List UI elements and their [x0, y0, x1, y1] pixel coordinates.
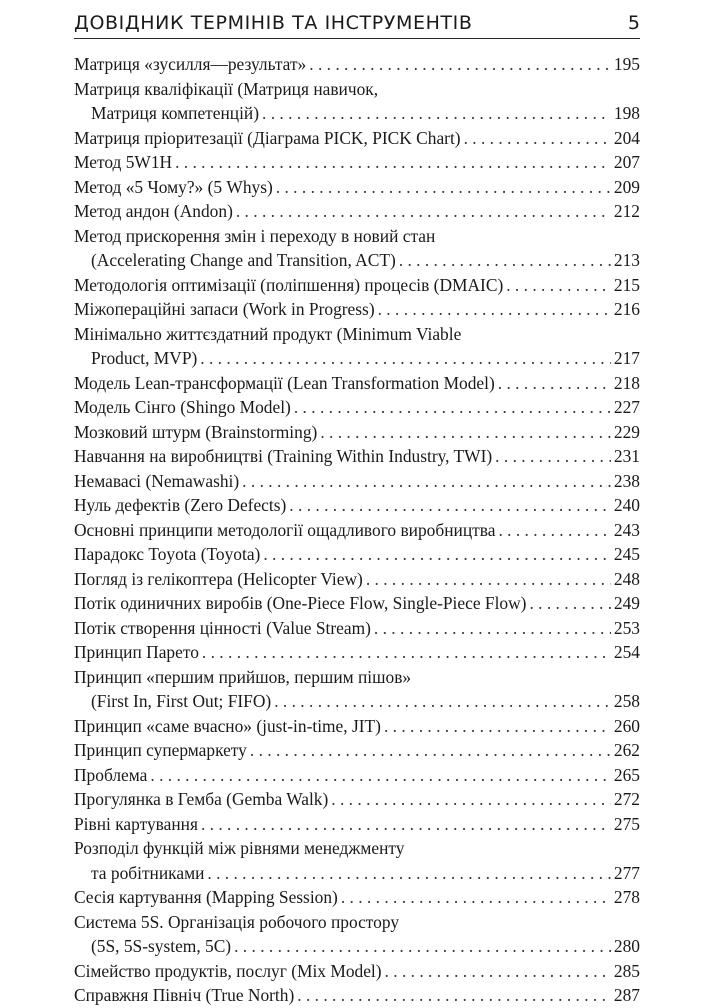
dot-leader [378, 297, 611, 322]
toc-entry-page-number: 217 [613, 348, 640, 368]
toc-entry-page-number: 238 [613, 470, 640, 491]
toc-entry-title: Мозковий штурм (Brainstorming) [74, 421, 318, 442]
toc-entry-continuation-line [74, 934, 640, 959]
toc-entry [74, 812, 640, 837]
toc-entry-line [74, 297, 640, 322]
toc-entry-line [74, 175, 640, 200]
toc-entry-page-number: 278 [613, 887, 640, 907]
toc-entry-line [74, 763, 640, 788]
toc-entry-line [74, 224, 640, 249]
table-of-contents [74, 52, 640, 1008]
toc-entry-title: Розподіл функцій між рівнями менеджменту [74, 838, 405, 858]
toc-entry-title: Принцип «саме вчасно» (just-in-time, JIT) [74, 715, 381, 736]
toc-entry-page-number: 204 [613, 127, 640, 148]
toc-entry-line [74, 126, 640, 151]
toc-entry-page-number: 260 [613, 715, 640, 736]
toc-entry-title: Матриця пріоритезації (Діаграма PICK, PICK Chart) [74, 127, 461, 148]
dot-leader [234, 934, 611, 959]
toc-entry-page-number: 245 [613, 544, 640, 564]
toc-entry-title: Матриця кваліфікації (Матриця навичок, [74, 78, 379, 99]
toc-entry-title: та робітниками [91, 862, 205, 883]
toc-entry-page-number: 262 [613, 740, 640, 760]
toc-entry [74, 395, 640, 420]
toc-entry [74, 493, 640, 518]
toc-entry-line [74, 787, 640, 812]
toc-entry-page-number: 248 [613, 568, 640, 589]
toc-entry-continuation-line [74, 689, 640, 714]
toc-entry-title: Метод андон (Andon) [74, 201, 233, 221]
page-number: 5 [627, 12, 640, 34]
toc-entry-line [74, 983, 640, 1008]
toc-entry-line [74, 836, 640, 861]
dot-leader [276, 175, 611, 200]
toc-entry-title: (5S, 5S-system, 5C) [91, 936, 232, 956]
toc-entry-title: Матриця «зусилля—результат» [74, 54, 307, 74]
toc-entry-line [74, 567, 640, 592]
dot-leader [202, 640, 611, 665]
toc-entry-title: Навчання на виробництві (Training Within Industry, TWI) [74, 446, 493, 466]
toc-entry-line [74, 199, 640, 224]
toc-entry [74, 665, 640, 714]
toc-entry-page-number: 280 [613, 936, 640, 956]
toc-entry-page-number: 231 [613, 446, 640, 466]
toc-entry-title: Основні принципи методології ощадливого виробництва [74, 519, 496, 540]
toc-entry [74, 885, 640, 910]
toc-entry [74, 52, 640, 77]
toc-entry-page-number: 213 [613, 250, 640, 270]
toc-entry-line [74, 518, 640, 543]
toc-entry-line [74, 542, 640, 567]
toc-entry-line [74, 714, 640, 739]
toc-entry-title: (Accelerating Change and Transition, ACT) [91, 250, 396, 270]
toc-entry-title: Рівні картування [74, 813, 198, 834]
dot-leader [498, 371, 611, 396]
toc-entry-line [74, 885, 640, 910]
dot-leader [309, 52, 611, 77]
toc-entry-title: Мінімально життєздатний продукт (Minimum Viable [74, 323, 462, 344]
toc-entry-line [74, 52, 640, 77]
toc-entry [74, 150, 640, 175]
toc-entry-line [74, 395, 640, 420]
toc-entry-line [74, 420, 640, 445]
toc-entry [74, 787, 640, 812]
toc-entry-title: Міжопераційні запаси (Work in Progress) [74, 299, 375, 319]
toc-entry [74, 77, 640, 126]
toc-entry [74, 959, 640, 984]
toc-entry-line [74, 469, 640, 494]
toc-entry-page-number: 277 [613, 862, 640, 883]
toc-entry [74, 518, 640, 543]
toc-entry-page-number: 195 [613, 54, 640, 74]
dot-leader [399, 248, 611, 273]
toc-entry [74, 420, 640, 445]
toc-entry [74, 640, 640, 665]
toc-entry-line [74, 959, 640, 984]
toc-entry-title: (First In, First Out; FIFO) [91, 691, 272, 711]
toc-entry-line [74, 616, 640, 641]
running-head [74, 4, 640, 34]
dot-leader [374, 616, 611, 641]
toc-entry-line [74, 493, 640, 518]
toc-entry-page-number: 216 [613, 299, 640, 319]
toc-entry-page-number: 215 [613, 274, 640, 295]
toc-entry-title: Модель Lean-трансформації (Lean Transformation Model) [74, 372, 495, 393]
toc-entry [74, 542, 640, 567]
toc-entry-title: Потік створення цінності (Value Stream) [74, 617, 371, 638]
toc-entry-page-number: 285 [613, 960, 640, 981]
toc-entry-title: Принцип «першим прийшов, першим пішов» [74, 666, 412, 687]
toc-entry-title: Проблема [74, 764, 148, 785]
dot-leader [200, 346, 611, 371]
toc-entry-continuation-line [74, 861, 640, 886]
dot-leader [320, 420, 611, 445]
toc-entry [74, 567, 640, 592]
toc-entry-page-number: 253 [613, 617, 640, 638]
toc-entry-title: Прогулянка в Гемба (Gemba Walk) [74, 789, 329, 809]
toc-entry-page-number: 249 [613, 593, 640, 613]
toc-entry-continuation-line [74, 101, 640, 126]
toc-entry [74, 322, 640, 371]
dot-leader [263, 542, 611, 567]
toc-entry [74, 175, 640, 200]
dot-leader [297, 983, 611, 1008]
toc-entry [74, 297, 640, 322]
toc-entry-page-number: 275 [613, 813, 640, 834]
toc-entry [74, 836, 640, 885]
toc-entry [74, 910, 640, 959]
toc-entry-page-number: 272 [613, 789, 640, 809]
toc-entry-title: Метод «5 Чому?» (5 Whys) [74, 176, 273, 197]
dot-leader [385, 959, 611, 984]
running-head-title: ДОВІДНИК ТЕРМІНІВ ТА ІНСТРУМЕНТІВ [74, 12, 473, 34]
toc-entry-line [74, 738, 640, 763]
toc-entry-title: Сімейство продуктів, послуг (Mix Model) [74, 960, 382, 981]
toc-entry [74, 224, 640, 273]
toc-entry-line [74, 371, 640, 396]
toc-entry-title: Немавасі (Nemawashi) [74, 470, 240, 491]
toc-entry [74, 983, 640, 1008]
dot-leader [150, 763, 611, 788]
toc-entry-page-number: 229 [613, 421, 640, 442]
dot-leader [250, 738, 611, 763]
toc-entry-title: Справжня Північ (True North) [74, 985, 295, 1005]
toc-entry-title: Парадокс Toyota (Toyota) [74, 544, 261, 564]
dot-leader [242, 469, 611, 494]
dot-leader [201, 812, 611, 837]
toc-entry-page-number: 265 [613, 764, 640, 785]
toc-entry-line [74, 910, 640, 935]
toc-entry-title: Принцип Парето [74, 642, 199, 662]
toc-entry [74, 371, 640, 396]
toc-entry-continuation-line [74, 248, 640, 273]
toc-entry [74, 126, 640, 151]
toc-entry [74, 273, 640, 298]
toc-entry-title: Метод прискорення змін і переходу в новий стан [74, 225, 436, 246]
toc-entry [74, 763, 640, 788]
toc-entry-title: Модель Сінго (Shingo Model) [74, 397, 291, 417]
toc-entry-title: Система 5S. Організація робочого простору [74, 911, 400, 932]
dot-leader [529, 591, 610, 616]
toc-entry-page-number: 227 [613, 397, 640, 417]
toc-entry-title: Потік одиничних виробів (One-Piece Flow, Single-Piece Flow) [74, 593, 527, 613]
toc-entry-title: Метод 5W1H [74, 152, 173, 172]
toc-entry-page-number: 212 [613, 201, 640, 221]
toc-entry-continuation-line [74, 346, 640, 371]
toc-entry-title: Нуль дефектів (Zero Defects) [74, 495, 287, 515]
toc-entry-page-number: 258 [613, 691, 640, 711]
toc-entry-line [74, 77, 640, 102]
dot-leader [236, 199, 611, 224]
toc-entry-line [74, 591, 640, 616]
toc-entry-page-number: 243 [613, 519, 640, 540]
dot-leader [262, 101, 611, 126]
dot-leader [384, 714, 611, 739]
toc-entry-line [74, 150, 640, 175]
toc-entry-title: Сесія картування (Mapping Session) [74, 887, 338, 907]
toc-entry-title: Методологія оптимізації (поліпшення) процесів (DMAIC) [74, 274, 504, 295]
toc-entry [74, 469, 640, 494]
toc-entry [74, 616, 640, 641]
toc-entry-page-number: 198 [613, 103, 640, 123]
toc-entry-line [74, 640, 640, 665]
toc-entry-line [74, 665, 640, 690]
dot-leader [294, 395, 611, 420]
toc-entry-line [74, 812, 640, 837]
toc-entry [74, 714, 640, 739]
dot-leader [207, 861, 611, 886]
toc-entry-line [74, 273, 640, 298]
toc-entry-page-number: 240 [613, 495, 640, 515]
dot-leader [331, 787, 611, 812]
toc-entry-title: Принцип супермаркету [74, 740, 247, 760]
toc-entry [74, 591, 640, 616]
toc-entry-title: Product, MVP) [91, 348, 198, 368]
dot-leader [289, 493, 611, 518]
dot-leader [506, 273, 611, 298]
header-rule [74, 38, 640, 39]
dot-leader [341, 885, 611, 910]
toc-entry-title: Погляд із гелікоптера (Helicopter View) [74, 568, 363, 589]
dot-leader [495, 444, 611, 469]
toc-entry-title: Матриця компетенцій) [91, 103, 260, 123]
toc-entry-page-number: 218 [613, 372, 640, 393]
toc-entry [74, 444, 640, 469]
toc-entry-page-number: 209 [613, 176, 640, 197]
toc-entry [74, 199, 640, 224]
dot-leader [274, 689, 611, 714]
toc-entry-page-number: 207 [613, 152, 640, 172]
dot-leader [175, 150, 611, 175]
toc-entry-page-number: 254 [613, 642, 640, 662]
dot-leader [498, 518, 610, 543]
toc-entry-line [74, 444, 640, 469]
toc-entry-line [74, 322, 640, 347]
dot-leader [464, 126, 611, 151]
toc-entry [74, 738, 640, 763]
dot-leader [366, 567, 611, 592]
toc-entry-page-number: 287 [613, 985, 640, 1005]
